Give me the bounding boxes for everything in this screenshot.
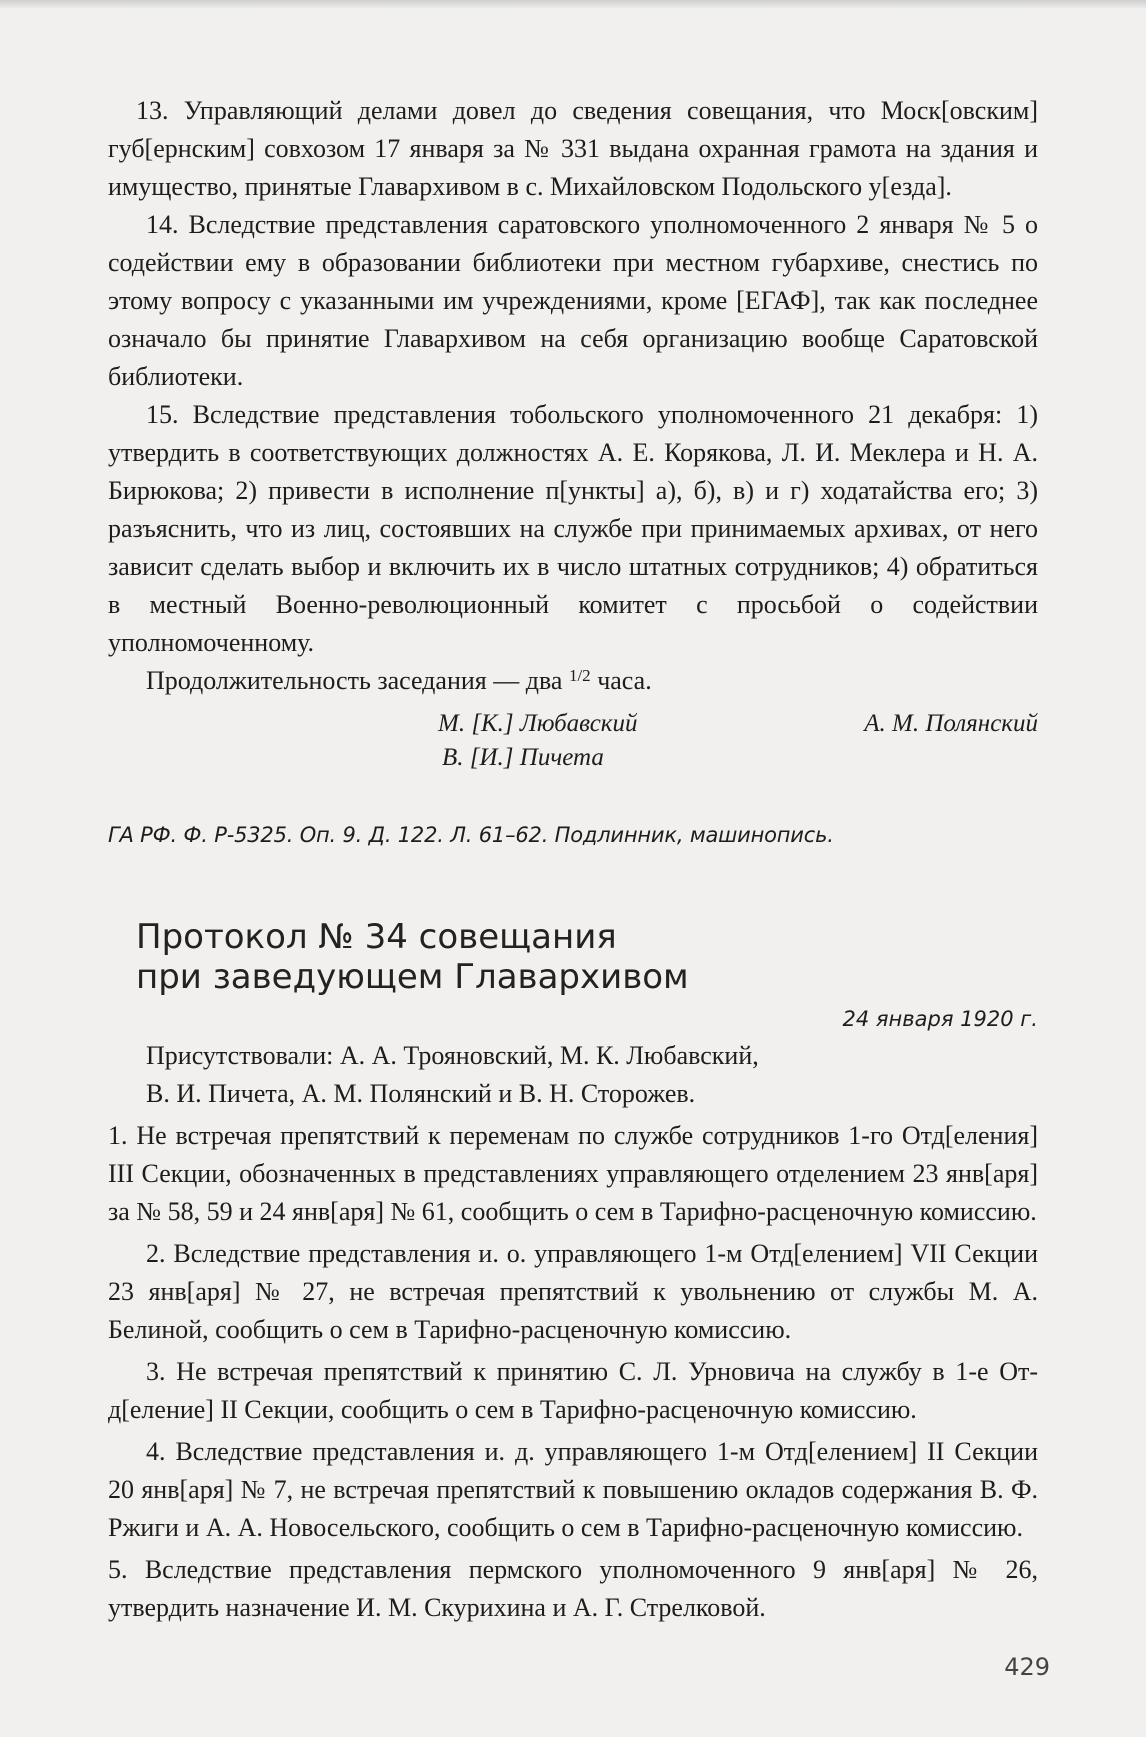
paragraph-15: 15. Вследствие представления тобольского уполномоченного 21 декабря: 1) утвердить в соответствующих должностях А. Е. Корякова, Л. И. Меклера и Н. А. Бирюкова; 2) привести в исполнение п[ункты] а), б), в) и г) ходатайства его; 3) разъяснить, что из лиц, состоявших на службе при принимаемых архивах, от него зависит сделать выбор и включить их в число штатных сотрудников; 4) обратиться в местный Военно-революционный комитет с просьбой о содействии уполномоченному. [108,400,1038,657]
meeting-duration [108,662,1038,703]
signature-polyansky: А. М. Полянский [864,710,1038,737]
protocol-item-5: 5. Вследствие представления пермского уполномоченного 9 янв[аря] № 26, утвердить назначение И. М. Скурихина и А. Г. Стрелковой. [108,1555,1038,1622]
attendees-line-2: В. И. Пичета, А. М. Полянский и В. Н. Сторожев. [146,1079,696,1108]
paragraph-13: 13. Управляющий делами довел до сведения совещания, что Моск[овским] губ[ернским] совхозом 17 января за № 331 выдана охранная грамота на здания и имущество, принятые Главархивом в с. Михайловском Подольского у[езда]. [108,96,1038,201]
protocol-item-1: 1. Не встречая препятствий к переменам по службе сотрудников 1-го Отд[еления] III Секции, обозначенных в представлениях управляющего отделением 23 янв[аря] за № 58, 59 и 24 янв[аря] № 61, сообщить о сем в Тарифно-расценочную комиссию. [108,1121,1038,1226]
protocol-title-line-1: Протокол № 34 совещания [136,917,617,957]
document-page [108,92,1038,1627]
page-number: 429 [1004,1653,1050,1681]
protocol-heading [136,917,1038,997]
protocol-item-4: 4. Вследствие представления и. д. управляющего 1-м Отд[елением] II Секции 20 янв[аря] № 7, не встречая препятствий к повышению окладов содержания В. Ф. Ржиги и А. А. Новосельского, сообщить о сем в Тарифно-расценочную комиссию. [108,1437,1038,1542]
signature-lyubavsky: М. [К.] Любавский [438,710,638,737]
signature-block [108,703,1038,775]
protocol-title-line-2: при заведующем Главархивом [136,957,689,997]
signature-picheta: В. [И.] Пичета [442,744,604,771]
protocol-date: 24 января 1920 г. [842,1007,1038,1031]
archival-source: ГА РФ. Ф. Р-5325. Оп. 9. Д. 122. Л. 61–62. Подлинник, машинопись. [108,823,834,847]
attendees-line-1: Присутствовали: А. А. Трояновский, М. К. Любавский, [146,1041,759,1070]
duration-suffix: часа. [590,666,652,695]
attendees [108,1037,1038,1113]
duration-fraction: 1/2 [568,666,591,685]
protocol-item-3: 3. Не встречая препятствий к принятию С. Л. Урновича на службу в 1-е Отд[еление] II Секции, сообщить о сем в Тарифно-расценочную комиссию. [108,1357,1038,1424]
protocol-item-2: 2. Вследствие представления и. о. управляющего 1-м Отд[елением] VII Секции 23 янв[аря] № 27, не встречая препятствий к увольнению от службы М. А. Белиной, сообщить о сем в Тарифно-расценочную комиссию. [108,1239,1038,1344]
page-top-edge [0,0,1146,8]
paragraph-14: 14. Вследствие представления саратовского уполномоченного 2 января № 5 о содействии ему в образовании библиотеки при местном губархиве, снестись по этому вопросу с указанными им учреждениями, кроме [ЕГАФ], так как последнее означало бы принятие Главархивом на себя организацию вообще Саратовской библиотеки. [108,210,1038,391]
duration-prefix: Продолжительность заседания — два [146,666,569,695]
